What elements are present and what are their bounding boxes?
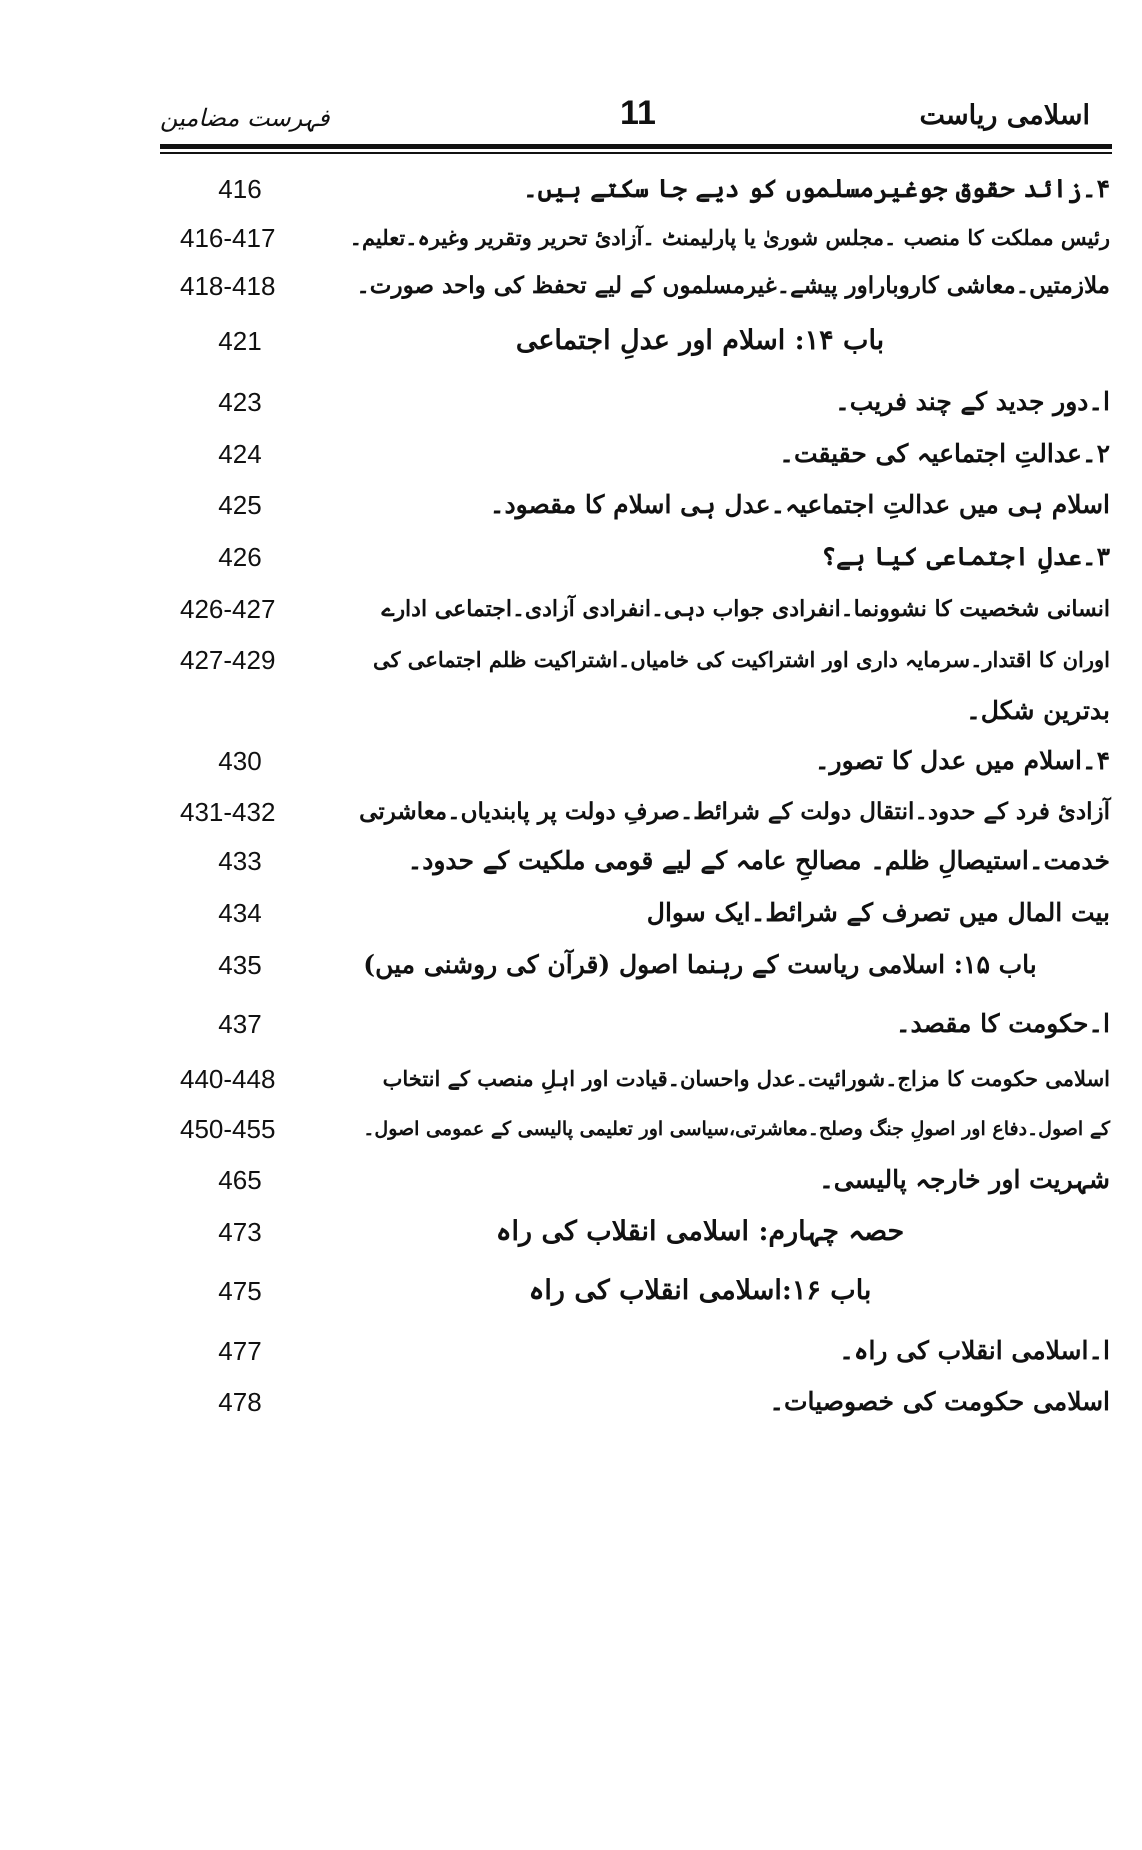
toc-entry-text: کے اصول۔دفاع اور اصولِ جنگ وصلح۔معاشرتی،سیاسی اور تعلیمی پالیسی کے عمومی اصول۔ (363, 1118, 1110, 1140)
toc-page-number: 431-432 (180, 797, 276, 827)
toc-page-number: 416 (218, 174, 262, 204)
toc-entry-text: رئیس مملکت کا منصب ۔مجلس شوریٰ یا پارلیمنٹ ۔آزادیٔ تحریر وتقریر وغیرہ۔تعلیم۔ (349, 225, 1110, 250)
page-number: 11 (620, 94, 656, 132)
toc-row (160, 1105, 1110, 1155)
toc-row (160, 889, 1110, 939)
toc-part-row (160, 1208, 1110, 1258)
toc-page-number: 424 (218, 439, 262, 469)
toc-row (160, 430, 1110, 480)
toc-entry-text: ۳۔عدلِ اجتماعی کیا ہے؟ (821, 542, 1110, 571)
toc-entry-text: خدمت۔استیصالِ ظلم۔ مصالحِ عامہ کے لیے قومی ملکیت کے حدود۔ (407, 846, 1110, 875)
toc-page-number: 450-455 (180, 1114, 276, 1144)
toc-page-number: 437 (218, 1009, 262, 1039)
toc-row (160, 378, 1110, 428)
section-title: فہرست مضامین (160, 104, 330, 132)
toc-entry-text: اسلام ہی میں عدالتِ اجتماعیہ۔عدل ہی اسلام کا مقصود۔ (489, 490, 1110, 519)
toc-entry-text: بدترین شکل۔ (966, 696, 1110, 725)
toc-page-number: 477 (218, 1336, 262, 1366)
toc-page-number: 440-448 (180, 1064, 276, 1094)
book-title: اسلامی ریاست (919, 100, 1090, 131)
toc-chapter-row (160, 941, 1110, 991)
toc-page-number: 426-427 (180, 594, 276, 624)
page-header (160, 92, 1110, 152)
toc-entry-text: اوران کا اقتدار۔سرمایہ داری اور اشتراکیت کی خامیاں۔اشتراکیت ظلم اجتماعی کی (373, 647, 1110, 672)
toc-row (160, 1327, 1110, 1377)
toc-entry-text: ۴۔زائد حقوق جوغیرمسلموں کو دیے جا سکتے ہیں۔ (522, 174, 1110, 203)
toc-part-heading: حصہ چہارم: اسلامی انقلاب کی راہ (495, 1216, 905, 1247)
toc-entry-text: ا۔حکومت کا مقصد۔ (895, 1009, 1110, 1038)
toc-row (160, 687, 1110, 737)
toc-row (160, 1378, 1110, 1428)
toc-row (160, 788, 1110, 838)
toc-entry-text: ۴۔اسلام میں عدل کا تصور۔ (814, 746, 1110, 775)
toc-chapter-row (160, 317, 1110, 367)
toc-row (160, 165, 1110, 215)
toc-row (160, 533, 1110, 583)
header-rule-thick (160, 144, 1112, 149)
toc-chapter-row (160, 1267, 1110, 1317)
toc-row (160, 481, 1110, 531)
toc-page-number: 427-429 (180, 645, 276, 675)
toc-page-number: 430 (218, 746, 262, 776)
toc-page-number: 416-417 (180, 223, 276, 253)
toc-page-number: 465 (218, 1165, 262, 1195)
toc-chapter-heading: باب ۱۵: اسلامی ریاست کے رہنما اصول (قرآن کی روشنی میں) (363, 950, 1037, 979)
toc-page-number: 435 (218, 950, 262, 980)
toc-page-number: 473 (218, 1217, 262, 1247)
toc-entry-text: شہریت اور خارجہ پالیسی۔ (819, 1165, 1110, 1194)
toc-row (160, 1055, 1110, 1105)
header-rule-thin (160, 152, 1112, 154)
toc-entry-text: ا۔اسلامی انقلاب کی راہ۔ (839, 1336, 1110, 1365)
toc-row (160, 636, 1110, 686)
toc-page-number: 478 (218, 1387, 262, 1417)
toc-row (160, 1000, 1110, 1050)
toc-entry-text: اسلامی حکومت کی خصوصیات۔ (769, 1387, 1110, 1416)
toc-page-number: 425 (218, 490, 262, 520)
toc-entry-text: ملازمتیں۔معاشی کاروباراور پیشے۔غیرمسلموں کے لیے تحفظ کی واحد صورت۔ (356, 272, 1110, 299)
toc-page-number: 475 (218, 1276, 262, 1306)
toc-row (160, 1156, 1110, 1206)
toc-entry-text: اسلامی حکومت کا مزاج۔شورائیت۔عدل واحسان۔قیادت اور اہلِ منصب کے انتخاب (382, 1066, 1110, 1091)
toc-page-number: 426 (218, 542, 262, 572)
toc-entry-text: آزادیٔ فرد کے حدود۔انتقال دولت کے شرائط۔صرفِ دولت پر پابندیاں۔معاشرتی (359, 798, 1110, 825)
toc-row (160, 737, 1110, 787)
toc-chapter-heading: باب ۱۴: اسلام اور عدلِ اجتماعی (515, 325, 885, 356)
toc-row (160, 585, 1110, 635)
toc-page-number: 421 (218, 326, 262, 356)
toc-page-number: 434 (218, 898, 262, 928)
toc-page-number: 433 (218, 846, 262, 876)
toc-chapter-heading: باب ۱۶:اسلامی انقلاب کی راہ (528, 1275, 872, 1306)
toc-row (160, 214, 1110, 264)
toc-entry-text: ۲۔عدالتِ اجتماعیہ کی حقیقت۔ (779, 439, 1110, 468)
toc-row (160, 262, 1110, 312)
toc-entry-text: بیت المال میں تصرف کے شرائط۔ایک سوال (646, 898, 1110, 927)
toc-entry-text: انسانی شخصیت کا نشوونما۔انفرادی جواب دہی۔انفرادی آزادی۔اجتماعی ادارے (381, 596, 1110, 622)
toc-page-number: 423 (218, 387, 262, 417)
toc-row (160, 837, 1110, 887)
toc-page-number: 418-418 (180, 271, 276, 301)
toc-entry-text: ا۔دور جدید کے چند فریب۔ (835, 387, 1110, 416)
